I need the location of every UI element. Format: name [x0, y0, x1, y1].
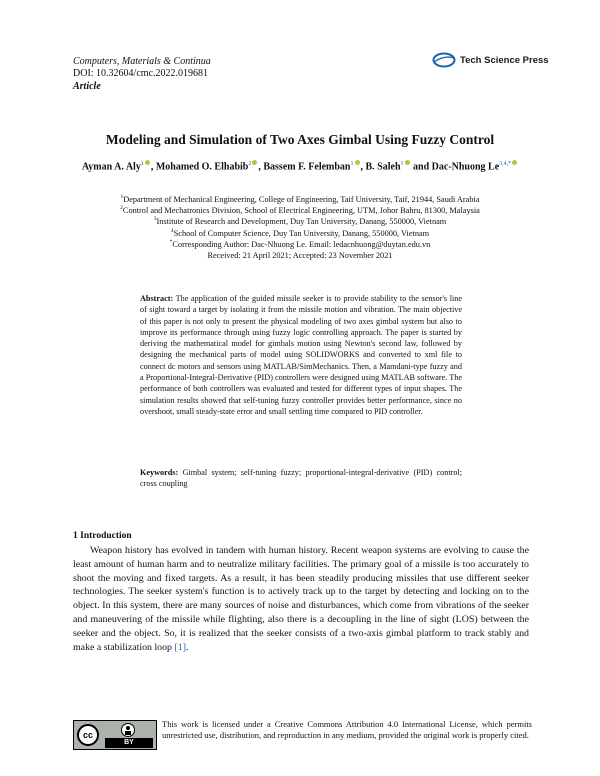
received-dates: Received: 21 April 2021; Accepted: 23 November 2021	[207, 251, 393, 261]
author-sup[interactable]: 3,4,*	[499, 161, 512, 167]
author-separator: ,	[150, 161, 156, 173]
corresponding-author: *Corresponding Author: Dac-Nhuong Le. Email: ledacnhuong@duytan.edu.vn	[169, 239, 431, 249]
journal-name: Computers, Materials & Continua	[73, 56, 211, 67]
doi[interactable]: DOI: 10.32604/cmc.2022.019681	[73, 68, 208, 79]
orcid-icon[interactable]	[405, 160, 410, 165]
affiliation-line: $^2$Control and Mechatronics Division, School of Electrical Engineering, UTM, Johor Bahru, 81300, Malaysia	[120, 205, 480, 216]
abstract	[140, 293, 462, 417]
person-icon	[121, 723, 135, 737]
cc-icon: cc	[77, 724, 99, 746]
author-name: Bassem F. Felemban	[263, 161, 351, 173]
paper-title: Modeling and Simulation of Two Axes Gimbal Using Fuzzy Control	[105, 132, 495, 147]
cc-by-license-badge[interactable]	[73, 720, 157, 750]
affiliations	[0, 194, 600, 261]
keywords-text: Gimbal system; self-tuning fuzzy; proportional-integral-derivative (PID) control; cross coupling	[140, 468, 462, 489]
affiliation-line: $^1$Department of Mechanical Engineering, College of Engineering, Taif University, Taif, 21944, Saudi Arabia	[120, 194, 480, 204]
affiliation-line: $^3$Institute of Research and Development, Duy Tan University, Danang, 550000, Vietnam	[153, 216, 447, 227]
introduction-text: Weapon history has evolved in tandem with human history. Recent weapon systems are evolving to cause the least amount of human harm and to neutralize military facilities. The primary goal of a missile is too accurately to shoot the moving and fixed targets. As a result, it has been steadily producing missiles that use different seeker technologies. The seeker system's function is to actively track up to the target by detecting and locking on to the object. In this system, there are many sources of noise and disturbances, which come from vibrations of the seeker and maneuvering of the missile while flighting, also there is a decoupling in the line of sight (LOS) between the seeker and the object. So, it is realized that the seeker consists of a two-axis gimbal platform to track stably and make a stabilization loop	[73, 545, 529, 653]
author-separator: and	[410, 161, 432, 173]
author-sup[interactable]: 1	[350, 161, 354, 167]
introduction-paragraph: Weapon history has evolved in tandem with human history. Recent weapon systems are evolving to cause the least amount of human harm and to neutralize military facilities. The primary goal of a missile is too accurately to shoot the moving and fixed targets. As a result, it has been steadily producing missiles that use different seeker technologies. The seeker system's function is to actively track up to the target by detecting and locking on to the object. In this system, there are many sources of noise and disturbances, which come from vibrations of the seeker and maneuvering of the missile while flighting, also there is a decoupling in the line of sight (LOS) between the seeker and the object. So, it is realized that the seeker consists of a two-axis gimbal platform to track stably and make a stabilization loop [1].	[73, 545, 529, 653]
publisher-icon	[432, 51, 456, 69]
publisher-logo	[432, 51, 549, 69]
author-sup[interactable]: 1	[140, 161, 144, 167]
author-separator: ,	[258, 161, 264, 173]
citation-link[interactable]: [1]	[174, 641, 186, 653]
section-heading-introduction: 1 Introduction	[73, 531, 132, 541]
orcid-icon[interactable]	[512, 160, 517, 165]
author-name: Dac-Nhuong Le	[431, 161, 500, 173]
license-text: This work is licensed under a Creative Commons Attribution 4.0 International License, which permits unrestricted use, distribution, and reproduction in any medium, provided the original work is properly cited.	[162, 719, 532, 740]
author-sup[interactable]: 2	[248, 161, 252, 167]
orcid-icon[interactable]	[145, 160, 150, 165]
abstract-label: Abstract:	[140, 294, 174, 303]
author-name: Ayman A. Aly	[81, 161, 141, 173]
by-label: BY	[105, 738, 153, 748]
author-name: Mohamed O. Elhabib	[155, 161, 249, 173]
author-list	[0, 158, 600, 173]
author-separator: ,	[360, 161, 366, 173]
publisher-name: Tech Science Press	[460, 54, 549, 66]
keywords-label: Keywords:	[140, 468, 179, 477]
abstract-text: The application of the guided missile seeker is to provide stability to the sensor's line of sight toward a target by isolating it from the missile motion and vibration. The main objective of this paper is not only to present the physical modeling of two axes gimbal system but also to improve its performance through using fuzzy logic controlling approach. The paper is started by deriving the mathematical model for gimbals motion using Newton's second law, followed by designing the mechanical parts of model using SOLIDWORKS and converted to xml file to connect dc motors and sensors using MATLAB/SimMechanics. Then, a Mamdani-type fuzzy and a Proportional-Integral-Derivative (PID) controllers were designed using MATLAB software. The performance of both controllers was evaluated and tested for different types of input shapes. The simulation results showed that self-tuning fuzzy controller provides better performance, since no overshoot, small steady-state error and small settling time compared to PID controller.	[140, 294, 462, 416]
orcid-icon[interactable]	[252, 160, 257, 165]
affiliation-line: $^4$School of Computer Science, Duy Tan University, Danang, 550000, Vietnam	[170, 227, 430, 238]
author-name: B. Saleh	[365, 161, 401, 173]
orcid-icon[interactable]	[355, 160, 360, 165]
article-type: Article	[73, 81, 101, 92]
keywords	[140, 467, 462, 490]
author-sup[interactable]: 1	[400, 161, 404, 167]
